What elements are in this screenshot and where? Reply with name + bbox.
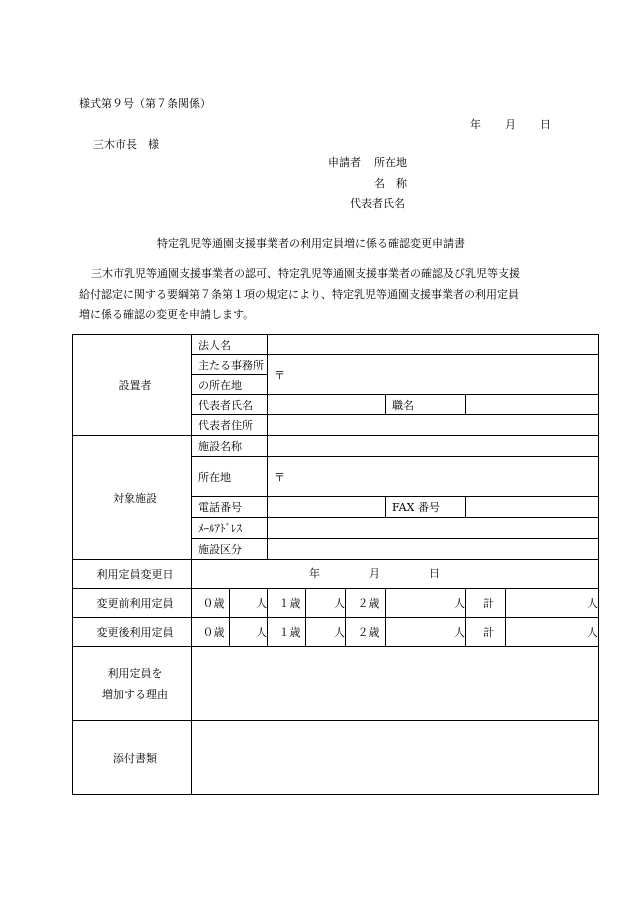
- office-address-label-line2: の所在地: [192, 375, 268, 395]
- office-address-label-line1: 主たる事務所: [192, 355, 268, 375]
- attachments-field[interactable]: [192, 721, 599, 795]
- after-total-field[interactable]: [506, 618, 599, 647]
- unit-label: 人: [256, 597, 267, 610]
- date-month-label: 月: [505, 118, 516, 131]
- addressee: 三木市長 様: [93, 138, 159, 151]
- application-form-table: [72, 334, 599, 795]
- applicant-name-label: 名 称: [374, 177, 407, 190]
- reason-label: [73, 647, 192, 721]
- facility-section-label: 対象施設: [73, 436, 192, 560]
- facility-category-field[interactable]: [268, 539, 599, 560]
- phone-label: 電話番号: [192, 497, 268, 518]
- email-field[interactable]: [268, 518, 599, 539]
- document-title: 特定乳児等通園支援事業者の利用定員増に係る確認変更申請書: [157, 237, 465, 250]
- facility-address-label: 所在地: [192, 457, 268, 497]
- unit-label: 人: [587, 626, 598, 639]
- table-row: [73, 560, 599, 589]
- date-day-label: 日: [540, 118, 551, 131]
- before-age2-field[interactable]: [386, 589, 466, 618]
- founder-section-label: 設置者: [73, 335, 192, 436]
- before-total-label: 計: [466, 589, 506, 618]
- rep-address-field[interactable]: [268, 415, 599, 436]
- applicant-representative-label: 代表者氏名: [350, 197, 405, 210]
- before-age0-field[interactable]: [230, 589, 268, 618]
- after-age0-label: ０歳: [192, 618, 230, 647]
- table-row: [73, 335, 599, 355]
- form-number: 様式第９号（第７条関係）: [79, 97, 211, 110]
- applicant-address-label: 所在地: [374, 156, 407, 169]
- body-line-1: 三木市乳児等通園支援事業者の認可、特定乳児等通園支援事業者の確認及び乳児等支援: [91, 267, 520, 280]
- change-date-label: 利用定員変更日: [73, 560, 192, 589]
- before-age1-field[interactable]: [306, 589, 346, 618]
- after-total-label: 計: [466, 618, 506, 647]
- rep-name-field[interactable]: [268, 395, 386, 415]
- before-age2-label: ２歳: [346, 589, 386, 618]
- position-label: 職名: [386, 395, 466, 415]
- table-row: [73, 721, 599, 795]
- table-row: [73, 436, 599, 457]
- postal-mark: 〒: [274, 470, 285, 484]
- after-age2-field[interactable]: [386, 618, 466, 647]
- rep-address-label: 代表者住所: [192, 415, 268, 436]
- corp-name-field[interactable]: [268, 335, 599, 355]
- reason-field[interactable]: [192, 647, 599, 721]
- fax-field[interactable]: [466, 497, 599, 518]
- after-age0-field[interactable]: [230, 618, 268, 647]
- after-age2-label: ２歳: [346, 618, 386, 647]
- table-row: [73, 589, 599, 618]
- applicant-label: 申請者: [328, 156, 361, 169]
- corp-name-label: 法人名: [192, 335, 268, 355]
- facility-address-field[interactable]: [268, 457, 599, 497]
- reason-label-line2: 増加する理由: [102, 687, 168, 701]
- body-line-2: 給付認定に関する要綱第７条第１項の規定により、特定乳児等通園支援事業者の利用定員: [79, 288, 519, 301]
- body-line-3: 増に係る確認の変更を申請します。: [79, 308, 255, 321]
- position-field[interactable]: [466, 395, 599, 415]
- change-date-day: 日: [429, 567, 440, 580]
- change-date-year: 年: [309, 567, 320, 580]
- phone-field[interactable]: [268, 497, 386, 518]
- date-year-label: 年: [470, 118, 481, 131]
- unit-label: 人: [334, 597, 345, 610]
- attachments-label: 添付書類: [73, 721, 192, 795]
- before-age0-label: ０歳: [192, 589, 230, 618]
- change-date-field[interactable]: [192, 560, 599, 589]
- facility-name-field[interactable]: [268, 436, 599, 457]
- email-label: ﾒｰﾙｱﾄﾞﾚｽ: [192, 518, 268, 539]
- change-date-month: 月: [369, 567, 380, 580]
- after-capacity-label: 変更後利用定員: [73, 618, 192, 647]
- table-row: [73, 618, 599, 647]
- unit-label: 人: [334, 626, 345, 639]
- facility-name-label: 施設名称: [192, 436, 268, 457]
- facility-category-label: 施設区分: [192, 539, 268, 560]
- after-age1-label: １歳: [268, 618, 306, 647]
- after-age1-field[interactable]: [306, 618, 346, 647]
- postal-mark: 〒: [274, 368, 285, 382]
- table-row: [73, 647, 599, 721]
- unit-label: 人: [256, 626, 267, 639]
- before-capacity-label: 変更前利用定員: [73, 589, 192, 618]
- office-address-field[interactable]: [268, 355, 599, 395]
- unit-label: 人: [454, 626, 465, 639]
- before-age1-label: １歳: [268, 589, 306, 618]
- unit-label: 人: [454, 597, 465, 610]
- fax-label: FAX 番号: [386, 497, 466, 518]
- before-total-field[interactable]: [506, 589, 599, 618]
- reason-label-line1: 利用定員を: [107, 666, 163, 680]
- rep-name-label: 代表者氏名: [192, 395, 268, 415]
- unit-label: 人: [587, 597, 598, 610]
